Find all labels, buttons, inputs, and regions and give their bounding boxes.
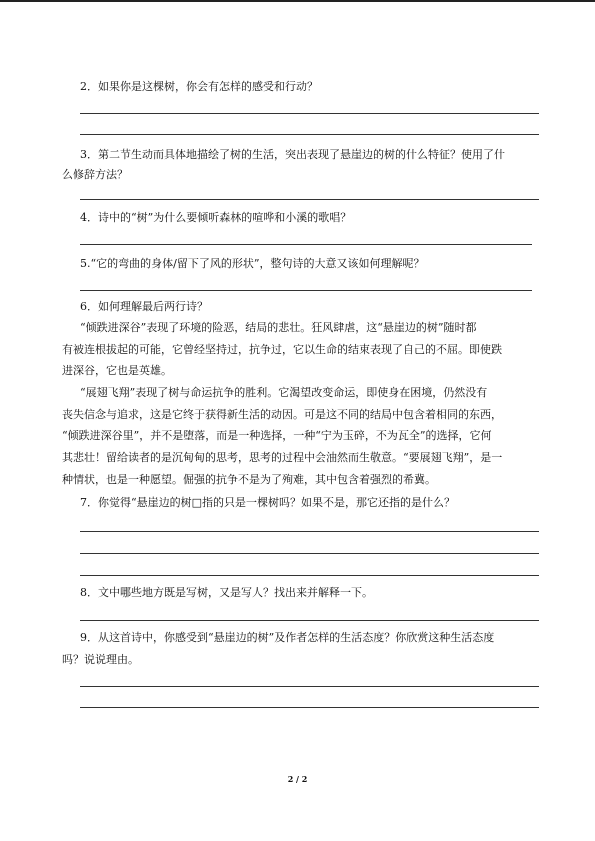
answer-line[interactable] xyxy=(80,553,539,554)
answer-paragraph-2-line: 丧失信念与追求，这是它终于获得新生活的动因。可是这不同的结局中包含着相同的东西， xyxy=(62,408,502,421)
answer-line[interactable] xyxy=(80,531,539,532)
question-3-line-1: 3．第二节生动而具体地描绘了树的生活，突出表现了悬崖边的树的什么特征？使用了什 xyxy=(80,148,505,161)
question-9-line-1: 9．从这首诗中，你感受到“悬崖边的树”及作者怎样的生活态度？你欣赏这种生活态度 xyxy=(80,631,495,644)
answer-paragraph-1-line: 进深谷，它也是英雄。 xyxy=(62,364,172,377)
answer-line[interactable] xyxy=(80,686,539,687)
question-3-line-2: 么修辞方法？ xyxy=(62,168,128,181)
answer-line[interactable] xyxy=(80,290,532,291)
answer-line[interactable] xyxy=(80,244,532,245)
question-9-line-2: 吗？说说理由。 xyxy=(62,653,139,666)
question-4: 4．诗中的“树”为什么要倾听森林的喧哗和小溪的歌唱？ xyxy=(80,211,352,224)
question-5: 5.“它的弯曲的身体/留下了风的形状”，整句诗的大意又该如何理解呢？ xyxy=(80,257,425,270)
answer-paragraph-2-line: 种情状，也是一种愿望。倔强的抗争不是为了殉难，其中包含着强烈的希冀。 xyxy=(62,473,436,486)
answer-line[interactable] xyxy=(80,707,539,708)
answer-paragraph-1-line: “倾跌进深谷”表现了环境的险恶，结局的悲壮。狂风肆虐，这“悬崖边的树”随时都 xyxy=(80,321,477,334)
answer-line[interactable] xyxy=(80,134,539,135)
answer-paragraph-1-line: 有被连根拔起的可能，它曾经坚持过，抗争过，它以生命的结束表现了自己的不屈。即使跌 xyxy=(62,343,502,356)
question-2: 2．如果你是这棵树，你会有怎样的感受和行动？ xyxy=(80,80,318,93)
answer-paragraph-2-line: “倾跌进深谷里”，并不是堕落，而是一种选择，一种“宁为玉碎，不为瓦全”的选择，它何 xyxy=(62,429,492,442)
page-number: 2 / 2 xyxy=(287,774,308,784)
answer-line[interactable] xyxy=(80,113,539,114)
answer-paragraph-2-line: 其悲壮！留给读者的是沉甸甸的思考，思考的过程中会油然而生敬意。“要展翅飞翔”，是一 xyxy=(62,451,503,464)
question-6-title: 6．如何理解最后两行诗？ xyxy=(80,300,208,313)
answer-line[interactable] xyxy=(80,199,539,200)
question-8: 8．文中哪些地方既是写树，又是写人？找出来并解释一下。 xyxy=(80,586,373,599)
answer-paragraph-2-line: “展翅飞翔”表现了树与命运抗争的胜利。它渴望改变命运，即使身在困境，仍然没有 xyxy=(80,386,488,399)
answer-line[interactable] xyxy=(80,620,539,621)
question-7: 7．你觉得“悬崖边的树□指的只是一棵树吗？如果不是，那它还指的是什么？ xyxy=(80,496,456,509)
answer-line[interactable] xyxy=(80,575,539,576)
